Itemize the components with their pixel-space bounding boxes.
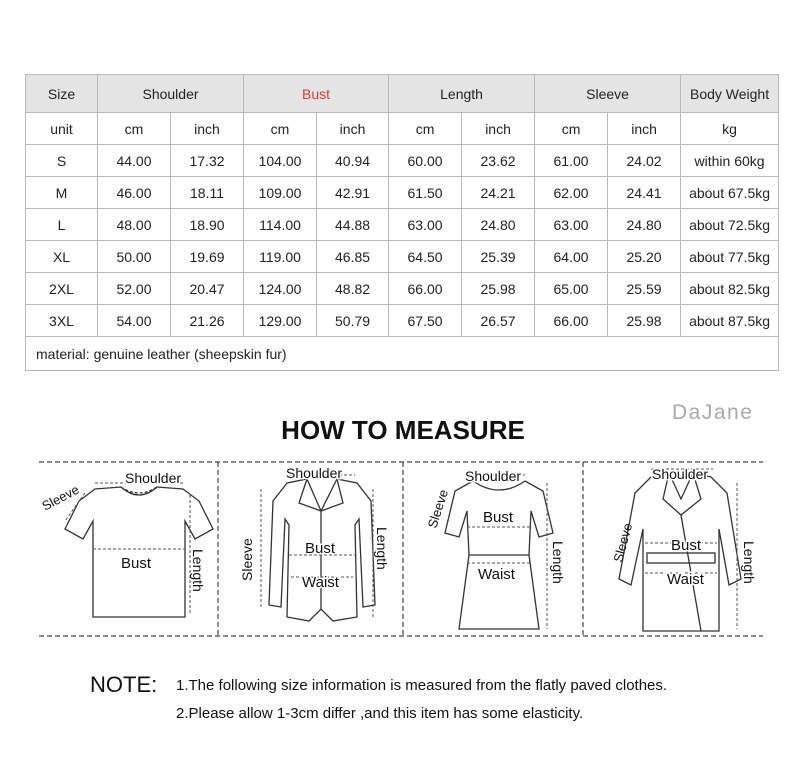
table-cell: 52.00 [98,273,171,305]
tshirt-length-label: Length [190,549,206,592]
unit-cell: unit [26,113,98,145]
blazer-waist-label: Waist [302,574,339,591]
table-cell: 63.00 [389,209,462,241]
table-cell: 46.00 [98,177,171,209]
table-cell: 44.88 [317,209,389,241]
table-cell: 21.26 [171,305,244,337]
tshirt-shoulder-label: Shoulder [125,470,182,486]
table-row [26,273,779,305]
table-cell: 129.00 [244,305,317,337]
material-note: material: genuine leather (sheepskin fur) [26,337,779,371]
unit-cell: cm [389,113,462,145]
blazer-diagram [239,465,390,621]
header-body-weight: Body Weight [681,75,779,113]
table-row [26,241,779,273]
dress-shoulder-label: Shoulder [465,468,522,484]
blazer-length-label: Length [374,527,390,570]
table-cell: 18.90 [171,209,244,241]
table-cell: 40.94 [317,145,389,177]
unit-cell: inch [317,113,389,145]
tshirt-diagram [39,470,213,617]
table-cell: 42.91 [317,177,389,209]
table-cell: 61.00 [535,145,608,177]
diagram-frame [39,462,763,636]
table-cell: 48.00 [98,209,171,241]
coat-bust-label: Bust [671,537,702,554]
measurement-diagrams [37,459,767,646]
blazer-bust-label: Bust [305,540,336,557]
table-header-row [26,75,779,113]
unit-cell: kg [681,113,779,145]
table-cell: 66.00 [535,305,608,337]
table-cell: 23.62 [462,145,535,177]
table-cell: 63.00 [535,209,608,241]
table-cell: 24.21 [462,177,535,209]
table-cell: 64.00 [535,241,608,273]
size-label: XL [26,241,98,273]
table-cell: 44.00 [98,145,171,177]
table-cell: 46.85 [317,241,389,273]
unit-row [26,113,779,145]
brand-watermark: DaJane [672,401,754,424]
table-cell: 64.50 [389,241,462,273]
dress-length-label: Length [550,541,566,584]
note-line-2: 2.Please allow 1-3cm differ ,and this item has some elasticity. [176,705,584,722]
unit-cell: cm [244,113,317,145]
header-size: Size [26,75,98,113]
table-cell: 62.00 [535,177,608,209]
dress-diagram [425,468,566,629]
header-sleeve: Sleeve [535,75,681,113]
dress-waist-label: Waist [478,566,515,583]
table-cell: 25.98 [462,273,535,305]
table-cell: about 77.5kg [681,241,779,273]
table-cell: about 82.5kg [681,273,779,305]
unit-cell: inch [171,113,244,145]
table-cell: 25.59 [608,273,681,305]
note-line-1: 1.The following size information is measured from the flatly paved clothes. [176,677,668,694]
table-row [26,145,779,177]
blazer-shoulder-label: Shoulder [286,465,343,481]
table-cell: 54.00 [98,305,171,337]
table-cell: 48.82 [317,273,389,305]
table-cell: 65.00 [535,273,608,305]
unit-cell: cm [98,113,171,145]
table-cell: about 72.5kg [681,209,779,241]
table-cell: 24.80 [462,209,535,241]
table-row [26,305,779,337]
table-cell: 66.00 [389,273,462,305]
blazer-sleeve-label: Sleeve [239,538,255,581]
size-label: 2XL [26,273,98,305]
unit-cell: inch [462,113,535,145]
table-cell: 25.20 [608,241,681,273]
table-cell: 20.47 [171,273,244,305]
table-cell: 50.79 [317,305,389,337]
table-row [26,209,779,241]
size-label: M [26,177,98,209]
dress-bust-label: Bust [483,509,514,526]
table-cell: 26.57 [462,305,535,337]
coat-waist-label: Waist [667,571,704,588]
note-label: NOTE: [90,672,158,697]
table-cell: 104.00 [244,145,317,177]
table-cell: 114.00 [244,209,317,241]
tshirt-bust-label: Bust [121,555,152,572]
coat-shoulder-label: Shoulder [652,466,709,482]
table-cell: 67.50 [389,305,462,337]
material-row [26,337,779,371]
table-cell: 25.98 [608,305,681,337]
table-cell: 17.32 [171,145,244,177]
coat-diagram [610,466,757,631]
table-cell: about 67.5kg [681,177,779,209]
dress-sleeve-label: Sleeve [424,487,452,530]
table-cell: 50.00 [98,241,171,273]
table-cell: 119.00 [244,241,317,273]
table-cell: 60.00 [389,145,462,177]
how-to-measure-title: HOW TO MEASURE [281,415,525,445]
size-label: 3XL [26,305,98,337]
table-cell: 19.69 [171,241,244,273]
unit-cell: cm [535,113,608,145]
header-length: Length [389,75,535,113]
table-cell: 25.39 [462,241,535,273]
table-row [26,177,779,209]
tshirt-sleeve-label: Sleeve [39,481,82,514]
size-chart-table [25,74,779,371]
unit-cell: inch [608,113,681,145]
table-cell: 109.00 [244,177,317,209]
table-cell: within 60kg [681,145,779,177]
header-bust: Bust [244,75,389,113]
size-label: S [26,145,98,177]
table-cell: 24.02 [608,145,681,177]
coat-length-label: Length [741,541,757,584]
table-cell: 124.00 [244,273,317,305]
table-cell: 24.80 [608,209,681,241]
table-cell: about 87.5kg [681,305,779,337]
table-cell: 18.11 [171,177,244,209]
size-label: L [26,209,98,241]
table-cell: 24.41 [608,177,681,209]
header-shoulder: Shoulder [98,75,244,113]
table-cell: 61.50 [389,177,462,209]
coat-sleeve-label: Sleeve [610,521,636,564]
